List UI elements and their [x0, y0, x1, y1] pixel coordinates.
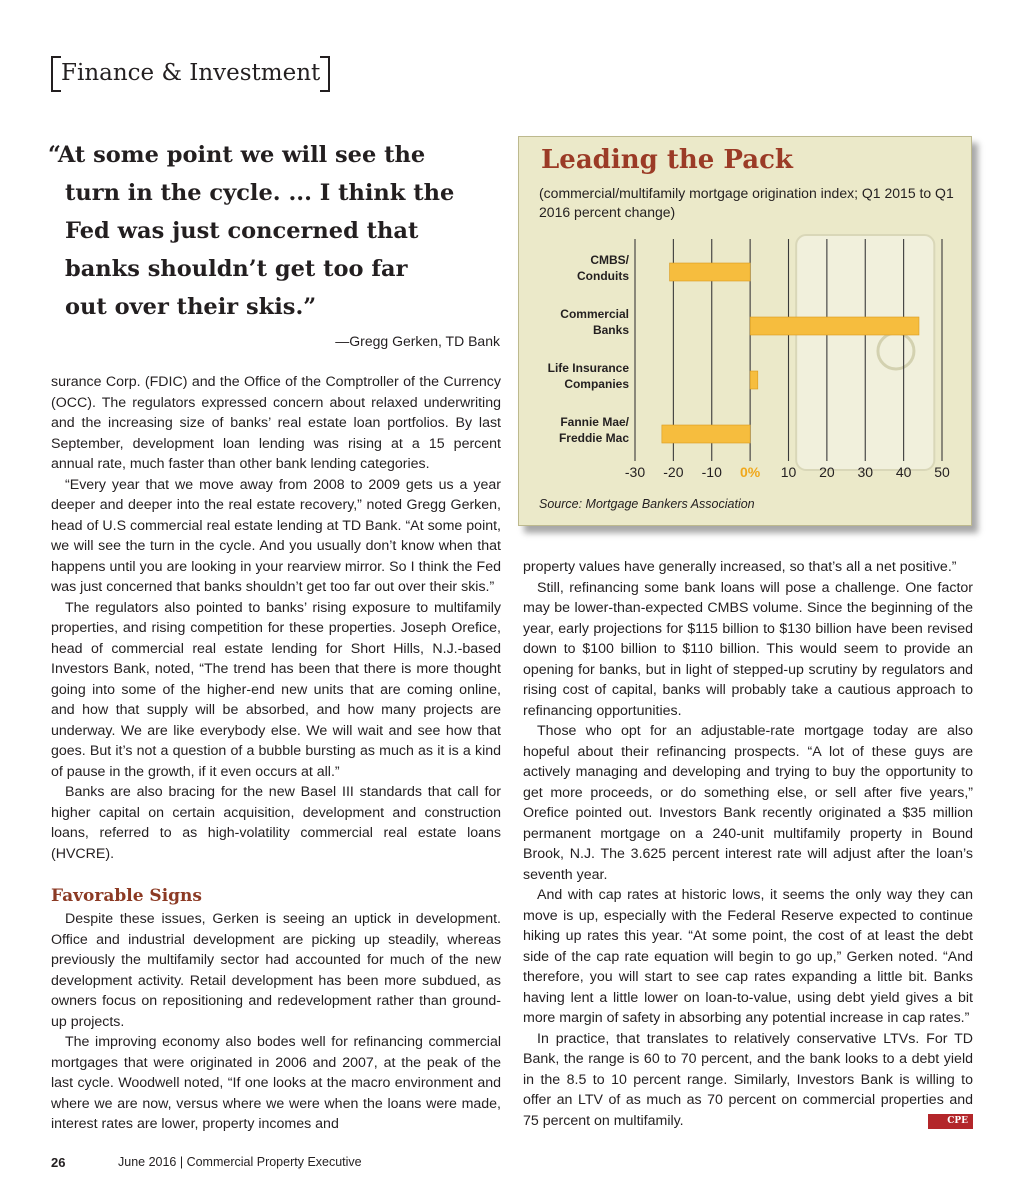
- article-column-right: [523, 557, 973, 1131]
- tick-label: 50: [934, 464, 950, 480]
- tick-label: 10: [780, 464, 797, 480]
- bar: [750, 317, 919, 335]
- category-label: Companies: [564, 377, 629, 391]
- tick-label: -30: [624, 464, 646, 480]
- paragraph: Those who opt for an adjustable-rate mortgage today are also hopeful about their refinancing prospects. “A lot of these guys are actively managing and developing and trying to buy the opportunity to get more proceeds, or do something else, or sell after five years,” Orefice pointed out. Investors Bank recently originated a $35 million permanent mortgage on a 240-unit multifamily property in Bound Brook, N.J. The 3.625 percent interest rate will adjust after the loan’s seventh year.: [523, 723, 973, 883]
- pull-quote-attribution: —Gregg Gerken, TD Bank: [335, 333, 500, 349]
- paragraph: Banks are also bracing for the new Basel III standards that call for higher capital on certain acquisition, development and construction loans, referred to as high-volatility commercial real estate loans (HVCRE).: [51, 784, 501, 862]
- paragraph: “Every year that we move away from 2008 to 2009 gets us a year deeper and deeper into the real estate recovery,” noted Gregg Gerken, head of U.S commercial real estate lending at TD Bank. “At some point, we will see the turn in the cycle. And you usually don’t know when that happens until you are looking in your rearview mirror. So I think the Fed was just concerned that banks shouldn’t get too far out over their skis.”: [51, 476, 501, 595]
- tick-label: -10: [701, 464, 722, 480]
- tick-label: 0%: [740, 464, 761, 480]
- article-column-left: [51, 372, 501, 1135]
- bracket-left: [51, 56, 61, 92]
- category-label: Fannie Mae/: [560, 415, 629, 429]
- paragraph: The regulators also pointed to banks’ rising exposure to multifamily properties, and rising competition for these properties. Joseph Orefice, head of commercial real estate lending for Short Hills, N.J.-based Investors Bank, noted, “The trend has been that there is more thought going into some of the higher-end new units that are coming online, and how that supply will be absorbed, and how many projects are underway. We are like everybody else. We will wait and see how that goes. But it’s not a question of a bubble bursting as much as it is a kind of pause in the growth, if it even occurs at all.”: [51, 599, 501, 780]
- paragraph: And with cap rates at historic lows, it seems the only way they can move is up, especially with the Federal Reserve expected to continue hiking up rates this year. “At some point, the cost of at least the debt side of the cap rate equation will begin to go up,” Gerken noted. “And therefore, you will start to see cap rates expanding a little bit. Banks having lent a little lower on loan-to-value, using debt yield gives a bit more margin of safety in absorbing any potential increase in cap rates.”: [523, 887, 973, 1026]
- paragraph: surance Corp. (FDIC) and the Office of the Comptroller of the Currency (OCC). The regulators expressed concern about relaxed underwriting and the increasing size of banks’ real estate loan portfolios. By last September, development loan lending was rising at a 15 percent annual rate, much faster than other bank lending categories.: [51, 374, 501, 472]
- paragraph: The improving economy also bodes well for refinancing commercial mortgages that were originated in 2006 and 2007, at the peak of the last cycle. Woodwell noted, “If one looks at the macro environment and where we are now, versus where we were when the loans were made, interest rates are lower, property incomes and: [51, 1034, 501, 1132]
- category-label: CMBS/: [590, 253, 629, 267]
- category-label: Commercial: [560, 307, 629, 321]
- pull-quote: [48, 136, 508, 326]
- category-label: Conduits: [577, 269, 629, 283]
- publication-line: June 2016 | Commercial Property Executive: [118, 1155, 362, 1169]
- bar: [670, 263, 751, 281]
- subheading: Favorable Signs: [51, 886, 202, 906]
- tick-label: 30: [857, 464, 874, 480]
- tick-label: 40: [895, 464, 912, 480]
- category-label: Life Insurance: [547, 361, 629, 375]
- pull-quote-line: out over their skis.”: [65, 294, 317, 320]
- page-number: 26: [51, 1155, 66, 1170]
- pull-quote-line: turn in the cycle. ... I think the: [65, 180, 455, 206]
- chart-panel: [518, 136, 972, 526]
- section-header: [51, 56, 330, 90]
- section-title: Finance & Investment: [61, 60, 321, 86]
- category-label: Banks: [592, 323, 629, 337]
- pull-quote-line: “At some point we will see the: [48, 142, 426, 168]
- bracket-right: [320, 56, 330, 92]
- bar: [750, 371, 758, 389]
- paragraph-text: In practice, that translates to relatively conservative LTVs. For TD Bank, the range is 60 to 70 percent, and the bank looks to a debt yield in the 8.5 to 10 percent range. Similarly, Investors Bank is willing to offer an LTV of as much as 70 percent on commercial properties and 75 percent on multifamily.: [523, 1030, 973, 1129]
- chart-subtitle: (commercial/multifamily mortgage origination index; Q1 2015 to Q1 2016 percent change): [539, 185, 954, 220]
- pull-quote-line: banks shouldn’t get too far: [65, 256, 408, 282]
- tick-label: 20: [819, 464, 835, 480]
- chart-title: Leading the Pack: [541, 145, 793, 175]
- tick-label: -20: [663, 464, 684, 480]
- paragraph: Despite these issues, Gerken is seeing an uptick in development. Office and industrial development are picking up steadily, whereas previously the multifamily sector had accounted for much of the new development activity. Retail development has been more subdued, as owners focus on repositioning and redevelopment rather than ground-up projects.: [51, 911, 501, 1030]
- chart-source: Source: Mortgage Bankers Association: [539, 497, 755, 511]
- category-label: Freddie Mac: [558, 431, 629, 445]
- paragraph: Still, refinancing some bank loans will pose a challenge. One factor may be lower-than-expected CMBS volume. Since the beginning of the year, early projections for $115 billion to $130 billion have been revised down to $100 billion to $110 billion. This would seem to provide an opening for banks, but in light of stepped-up scrutiny by regulators and rising cost of capital, banks will probably take a cautious approach to refinancing opportunities.: [523, 579, 973, 719]
- bar: [662, 425, 750, 443]
- paragraph: [523, 1029, 973, 1132]
- paragraph: property values have generally increased, so that’s all a net positive.”: [523, 559, 957, 575]
- pull-quote-line: Fed was just concerned that: [65, 218, 419, 244]
- cpe-end-logo: CPE: [928, 1114, 973, 1129]
